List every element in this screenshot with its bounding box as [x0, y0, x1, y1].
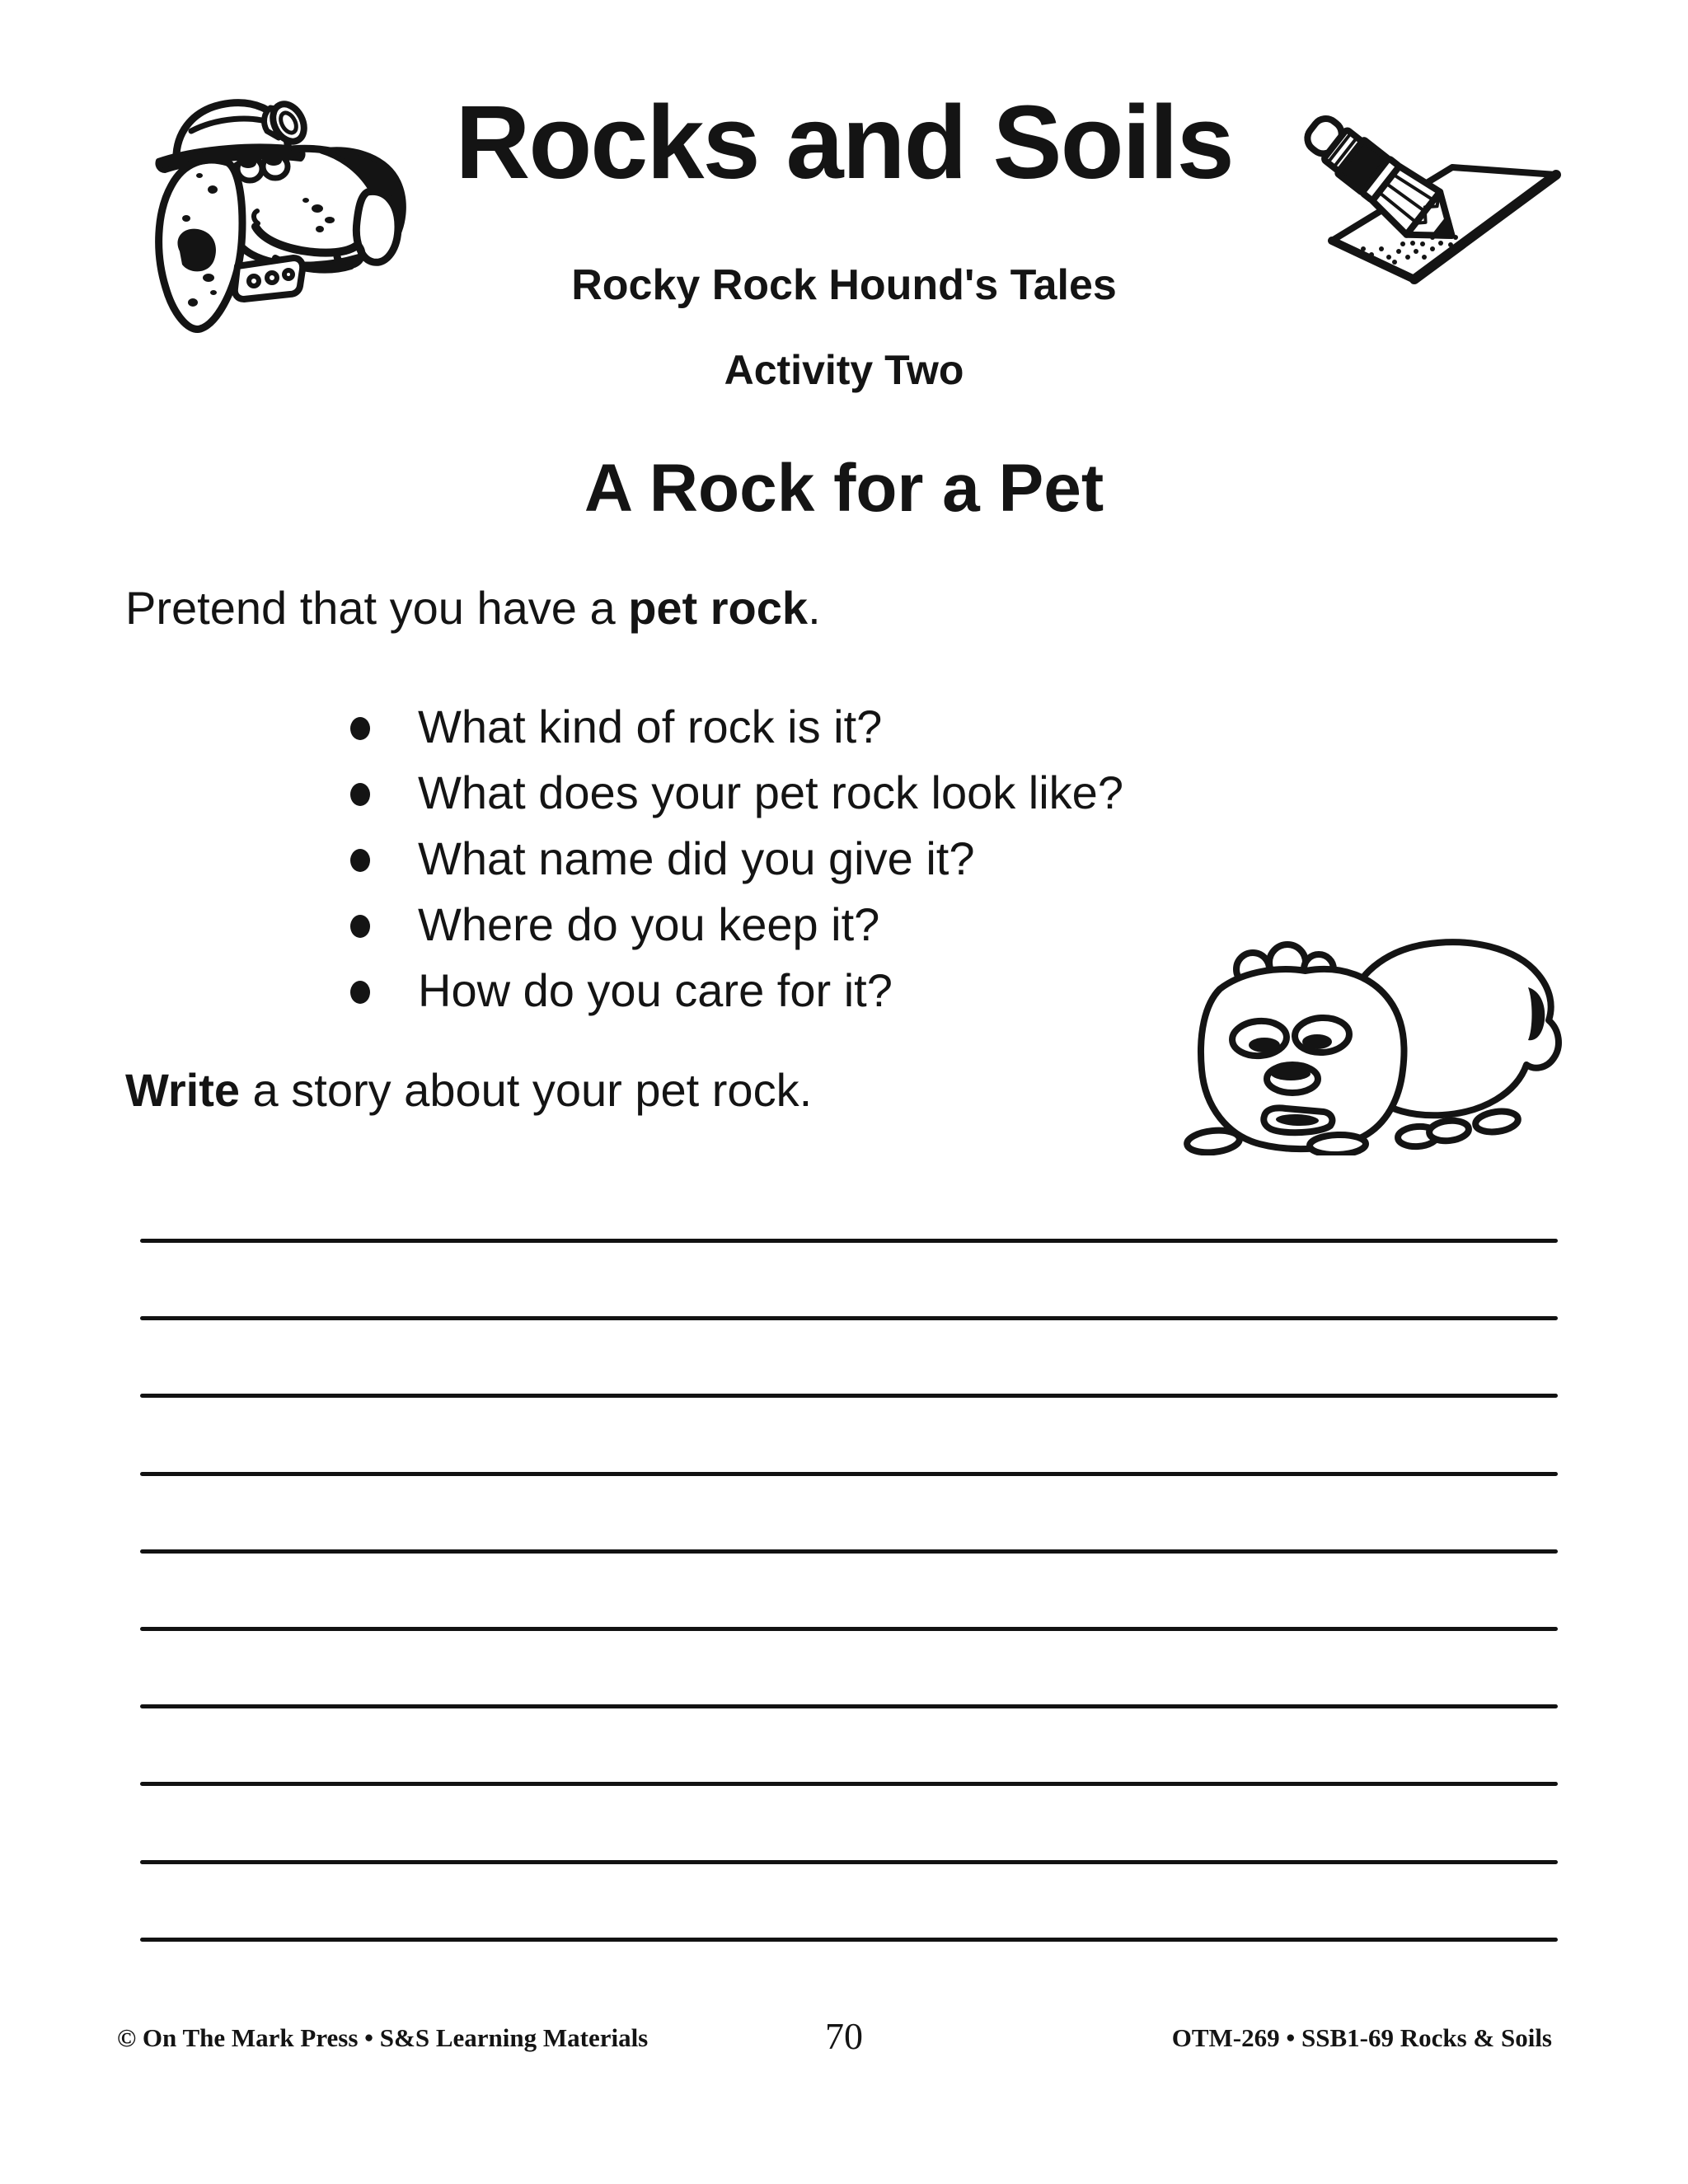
question-item: What kind of rock is it? [350, 694, 1123, 760]
writing-line [140, 1549, 1558, 1554]
intro-prefix: Pretend that you have a [125, 582, 629, 634]
intro-bold-pet-rock: pet rock [628, 582, 809, 634]
writing-line [140, 1627, 1558, 1631]
write-prompt [125, 1063, 812, 1117]
pet-rock-icon [1144, 908, 1581, 1155]
writing-line [140, 1239, 1558, 1243]
worksheet-heading: A Rock for a Pet [584, 451, 1104, 526]
page-title: Rocks and Soils [455, 84, 1233, 200]
question-list [350, 694, 1123, 1024]
intro-sentence [125, 581, 821, 635]
writing-line [140, 1316, 1558, 1320]
footer-catalog-code: OTM-269 • SSB1-69 Rocks & Soils [1171, 2023, 1552, 2052]
writing-line [140, 1394, 1558, 1398]
question-item: What does your pet rock look like? [350, 760, 1123, 826]
question-item: What name did you give it? [350, 826, 1123, 892]
activity-label: Activity Two [724, 347, 964, 393]
write-prompt-bold: Write [125, 1064, 240, 1116]
question-item: Where do you keep it? [350, 892, 1123, 958]
footer-page-number: 70 [825, 2015, 863, 2057]
writing-line [140, 1782, 1558, 1786]
page-subtitle: Rocky Rock Hound's Tales [571, 261, 1117, 309]
writing-line [140, 1938, 1558, 1942]
writing-line [140, 1704, 1558, 1708]
writing-line [140, 1472, 1558, 1476]
write-prompt-rest: a story about your pet rock. [240, 1064, 813, 1116]
question-item: How do you care for it? [350, 958, 1123, 1024]
intro-suffix: . [808, 582, 821, 634]
writing-line [140, 1860, 1558, 1864]
footer-publisher: © On The Mark Press • S&S Learning Materials [117, 2023, 649, 2052]
